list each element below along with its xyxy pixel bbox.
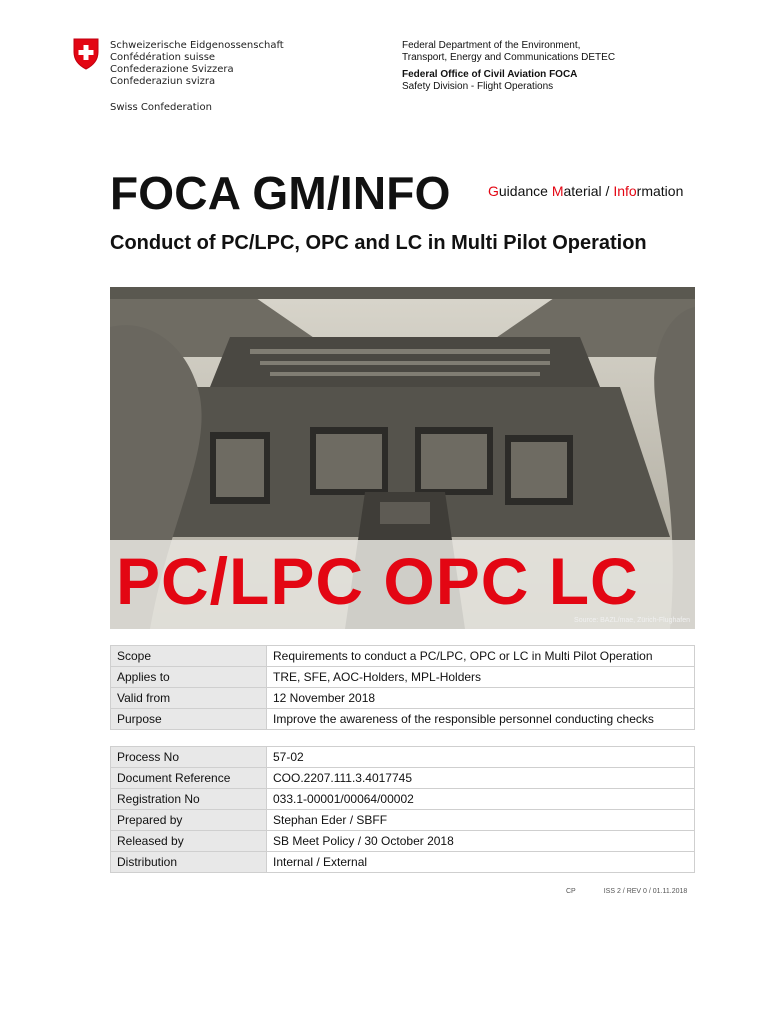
department-line: Federal Department of the Environment,	[402, 40, 581, 51]
scope-table	[110, 645, 695, 730]
document-type-title: FOCA GM/INFO	[110, 167, 451, 219]
row-value: 12 November 2018	[267, 688, 695, 709]
row-value: 57-02	[267, 747, 695, 768]
swiss-confederation-label: Swiss Confederation	[110, 102, 212, 113]
row-value: Stephan Eder / SBFF	[267, 810, 695, 831]
row-value: 033.1-00001/00064/00002	[267, 789, 695, 810]
gm-part: Info	[613, 183, 637, 199]
guidance-material-label	[488, 183, 683, 199]
swiss-crest-icon	[73, 38, 99, 70]
row-label: Released by	[111, 831, 267, 852]
row-label: Process No	[111, 747, 267, 768]
table-row	[111, 688, 695, 709]
row-label: Distribution	[111, 852, 267, 873]
table-row	[111, 709, 695, 730]
table-row	[111, 667, 695, 688]
gm-part: rmation	[636, 183, 684, 199]
confederation-line: Confederaziun svizra	[110, 76, 216, 87]
row-label: Scope	[111, 646, 267, 667]
table-row	[111, 852, 695, 873]
row-value: TRE, SFE, AOC-Holders, MPL-Holders	[267, 667, 695, 688]
confederation-line: Schweizerische Eidgenossenschaft	[110, 40, 284, 51]
row-value: Requirements to conduct a PC/LPC, OPC or LC in Multi Pilot Operation	[267, 646, 695, 667]
table-row	[111, 831, 695, 852]
row-value: SB Meet Policy / 30 October 2018	[267, 831, 695, 852]
table-row	[111, 789, 695, 810]
checks-banner-text: PC/LPC OPC LC	[116, 544, 639, 618]
gm-part: G	[488, 183, 499, 199]
department-line: Transport, Energy and Communications DETEC	[402, 52, 616, 63]
row-value: Improve the awareness of the responsible personnel conducting checks	[267, 709, 695, 730]
row-label: Document Reference	[111, 768, 267, 789]
row-value: Internal / External	[267, 852, 695, 873]
row-label: Registration No	[111, 789, 267, 810]
table-row	[111, 810, 695, 831]
row-value: COO.2207.111.3.4017745	[267, 768, 695, 789]
gm-part: M	[551, 183, 564, 199]
table-row	[111, 768, 695, 789]
image-source-credit: Source: BAZL/mae, Zürich-Flughafen	[574, 617, 690, 624]
row-label: Purpose	[111, 709, 267, 730]
document-subtitle: Conduct of PC/LPC, OPC and LC in Multi Pilot Operation	[110, 232, 647, 254]
row-label: Valid from	[111, 688, 267, 709]
confederation-names	[110, 40, 284, 88]
row-label: Applies to	[111, 667, 267, 688]
footer-author-code: CP	[566, 888, 576, 895]
gm-part: uidance	[498, 183, 552, 199]
gm-part: aterial /	[563, 183, 614, 199]
row-label: Prepared by	[111, 810, 267, 831]
process-table	[110, 746, 695, 873]
office-name: Federal Office of Civil Aviation FOCA	[402, 69, 578, 80]
page-footer	[566, 888, 687, 895]
table-row	[111, 747, 695, 768]
confederation-line: Confédération suisse	[110, 52, 216, 63]
department-block	[402, 40, 615, 93]
table-row	[111, 646, 695, 667]
footer-revision: ISS 2 / REV 0 / 01.11.2018	[603, 888, 688, 895]
confederation-line: Confederazione Svizzera	[110, 64, 234, 75]
division-name: Safety Division - Flight Operations	[402, 81, 554, 92]
